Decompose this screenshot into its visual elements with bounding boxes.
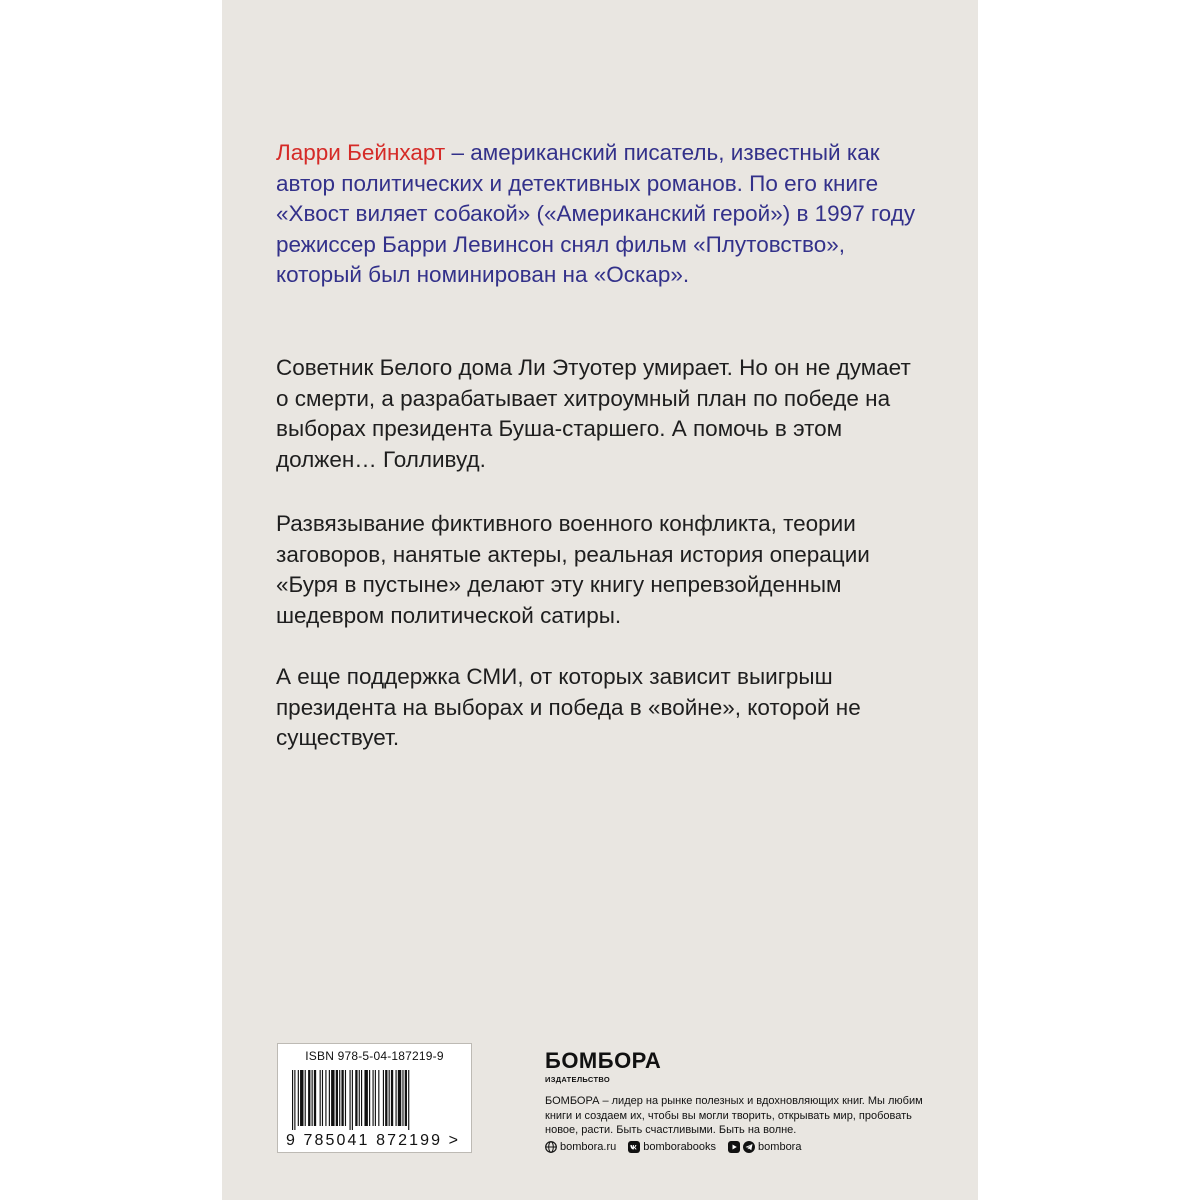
publisher-subtitle: ИЗДАТЕЛЬСТВО [545, 1075, 610, 1084]
vk-label: bomborabooks [643, 1141, 717, 1153]
telegram-icon [743, 1141, 755, 1153]
description-paragraph-2: Развязывание фиктивного военного конфликта, теории заговоров, нанятые актеры, реальная история операции «Буря в пустыне» делают эту книгу непревзойденным шедевром политической сатиры. [276, 511, 870, 628]
author-bio-text: – американский писатель, известный как автор политических и детективных романов. По его книге «Хвост виляет собакой» («Американский герой») в 1997 году режиссер Барри Левинсон снял фильм «Плутовство», который был номинирован на «Оскар». [276, 140, 916, 287]
vk-icon [628, 1141, 640, 1153]
social-label: bombora [758, 1141, 802, 1153]
social-link[interactable] [728, 1141, 801, 1153]
video-icon [728, 1141, 740, 1153]
publisher-socials [545, 1141, 801, 1153]
globe-icon [545, 1141, 557, 1153]
vk-link[interactable] [628, 1141, 716, 1153]
barcode-box [277, 1043, 472, 1153]
description-paragraph-1: Советник Белого дома Ли Этуотер умирает. Но он не думает о смерти, а разрабатывает хитроумный план по победе на выборах президента Буша-старшего. А помочь в этом должен… Голливуд. [276, 355, 911, 472]
barcode-digits: 9 785041 872199 > [286, 1132, 461, 1149]
site-link[interactable] [545, 1141, 616, 1153]
author-name: Ларри Бейнхарт [276, 140, 446, 165]
publisher-logo: БОМБОРА [545, 1048, 662, 1073]
barcode-bars [292, 1070, 460, 1130]
site-label: bombora.ru [560, 1141, 617, 1153]
author-bio [276, 138, 916, 291]
description-paragraph-3: А еще поддержка СМИ, от которых зависит выигрыш президента на выборах и победа в «войне», которой не существует. [276, 664, 861, 750]
publisher-description: БОМБОРА – лидер на рынке полезных и вдохновляющих книг. Мы любим книги и создаем их, чтобы вы могли творить, открывать мир, пробовать новое, расти. Быть счастливыми. Быть на волне. [545, 1095, 923, 1136]
isbn-text: ISBN 978-5-04-187219-9 [305, 1049, 444, 1063]
